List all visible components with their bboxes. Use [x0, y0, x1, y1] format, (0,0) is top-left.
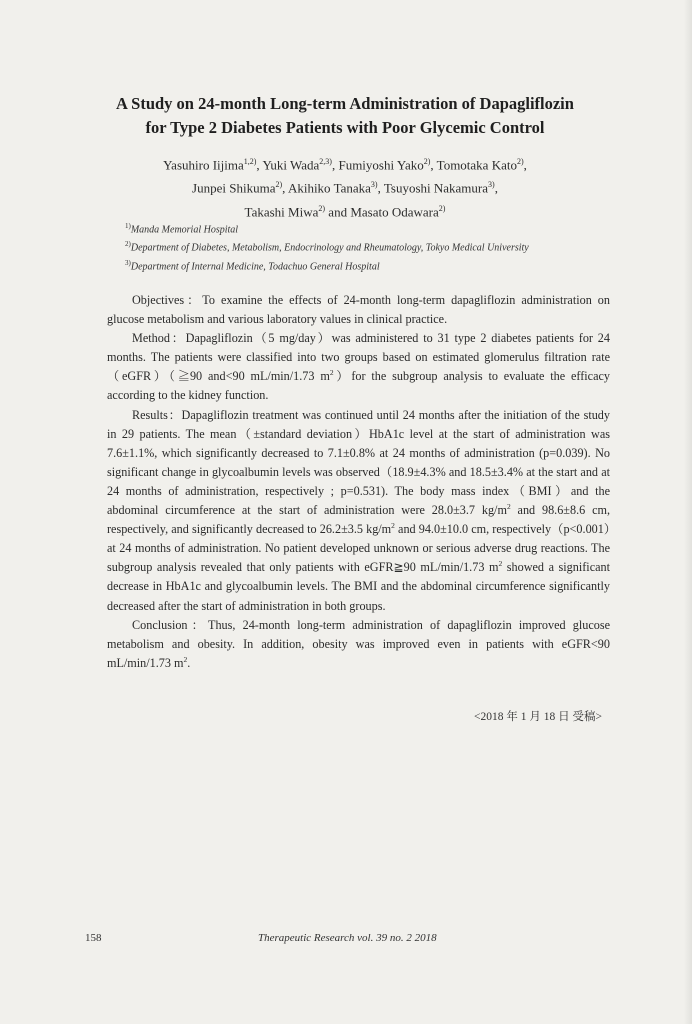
author-name: Akihiko Tanaka — [287, 180, 371, 196]
conclusion-paragraph — [107, 616, 610, 673]
affiliation-item — [125, 237, 625, 255]
author-name: Tsuyoshi Nakamura — [383, 180, 489, 196]
author-name: Takashi Miwa — [244, 203, 319, 219]
author-name: Yasuhiro Iijima — [163, 157, 244, 173]
method-text: Method：Dapagliflozin（5 mg/day）was administered to 31 type 2 diabetes patients for 24 months. The patients were classified into two groups based on estimated glomerulus filtration rate（eGFR）（≧90 and<90 mL/min/1.73 m — [107, 331, 610, 384]
author-affil-sup: 2) — [438, 203, 446, 213]
paper-title — [90, 92, 600, 140]
author-affil-sup: 2) — [275, 180, 283, 190]
received-date: <2018 年 1 月 18 日 受稿> — [474, 711, 602, 723]
author-name: Junpei Shikuma — [192, 180, 276, 196]
title-line-2: for Type 2 Diabetes Patients with Poor Glycemic Control — [145, 118, 545, 137]
author-name: Tomotaka Kato — [436, 157, 517, 173]
author-line-1: Yasuhiro Iijima$^{1,2)}$, Yuki Wada$^{2,3)}$, Fumiyoshi Yako$^{2)}$, Tomotaka Kato$^{2)}$, — [163, 157, 527, 173]
results-text: Results：Dapagliflozin treatment was continued until 24 months after the initiation of the study in 29 patients. The mean（±standard deviation）HbA1c level at the start of administration was 7.6±1.1%, which significantly decreased to 7.1±0.8% at 24 months of administration (p=0.039). No significant change in glycoalbumin levels was observed（18.9±4.3% and 18.5±3.4% at the start and at 24 months of administration, respectively ; p=0.531). The body mass index（BMI）and the abdominal circumference at the start of administration were 28.0±3.7 kg/m — [107, 407, 610, 518]
abstract-body — [107, 291, 610, 673]
title-line-1: A Study on 24-month Long-term Administration of Dapagliflozin — [116, 94, 574, 113]
page-number: 158 — [85, 932, 102, 944]
superscript: 2 — [498, 559, 503, 569]
page-edge-shadow — [684, 0, 692, 1024]
author-affil-sup: 2) — [318, 203, 326, 213]
superscript: 2 — [329, 368, 334, 378]
conclusion-text: . — [187, 655, 191, 670]
superscript: 2 — [183, 654, 188, 664]
affiliations — [125, 219, 625, 274]
affiliation-text: Department of Diabetes, Metabolism, Endocrinology and Rheumatology, Tokyo Medical University — [130, 242, 529, 254]
results-text: and 98.6±8.6 cm, respectively, and significantly decreased to 26.2±3.5 kg/m — [107, 503, 610, 537]
author-name: Fumiyoshi Yako — [338, 157, 424, 173]
method-paragraph — [107, 329, 610, 405]
author-affil-sup: 3) — [488, 180, 495, 190]
objectives-paragraph: Objectives：To examine the effects of 24-month long-term dapagliflozin administration on glucose metabolism and various laboratory values in clinical practice. — [107, 293, 610, 327]
affiliation-text: Manda Memorial Hospital — [130, 224, 239, 236]
method-text: ）for the subgroup analysis to evaluate the efficacy according to the kidney function. — [107, 369, 611, 403]
affiliation-item — [125, 256, 625, 274]
author-affil-sup: 2) — [516, 157, 524, 166]
author-affil-sup: 2) — [423, 157, 431, 166]
affiliation-sup: 3) — [125, 258, 131, 267]
author-affil-sup: 1,2) — [243, 157, 257, 166]
superscript: 2 — [391, 521, 395, 531]
affiliation-item — [125, 219, 625, 237]
results-text: and 94.0±10.0 cm, respectively（p<0.001）at 24 months of administration. No patient developed unknown or serious adverse drug reactions. The subgroup analysis revealed that only patients with eGFR≧90 mL/min/1.73 m — [107, 522, 611, 575]
author-affil-sup: 2,3) — [319, 157, 332, 166]
journal-footer: Therapeutic Research vol. 39 no. 2 2018 — [258, 932, 437, 944]
affiliation-text: Department of Internal Medicine, Todachuo General Hospital — [130, 260, 380, 272]
author-list — [100, 152, 590, 222]
affiliation-sup: 1) — [125, 222, 131, 230]
results-text: showed a significant decrease in HbA1c and glycoalbumin levels. The BMI and the abdominal circumference significantly decreased after the start of administration in both groups. — [107, 560, 610, 613]
conclusion-text: Conclusion：Thus, 24-month long-term administration of dapagliflozin improved glucose metabolism and obesity. In addition, obesity was improved even in patients with eGFR<90 mL/min/1.73 m — [107, 617, 610, 670]
results-paragraph — [107, 406, 610, 616]
author-name: Yuki Wada — [262, 157, 320, 173]
author-conjunction: and — [328, 203, 348, 219]
superscript: 2 — [506, 501, 511, 511]
author-line-2: Junpei Shikuma$^{2)}$, Akihiko Tanaka$^{3)}$, Tsuyoshi Nakamura$^{3)}$, — [192, 180, 498, 196]
author-name: Masato Odawara — [350, 203, 439, 219]
author-affil-sup: 3) — [370, 180, 378, 190]
affiliation-sup: 2) — [125, 240, 131, 249]
